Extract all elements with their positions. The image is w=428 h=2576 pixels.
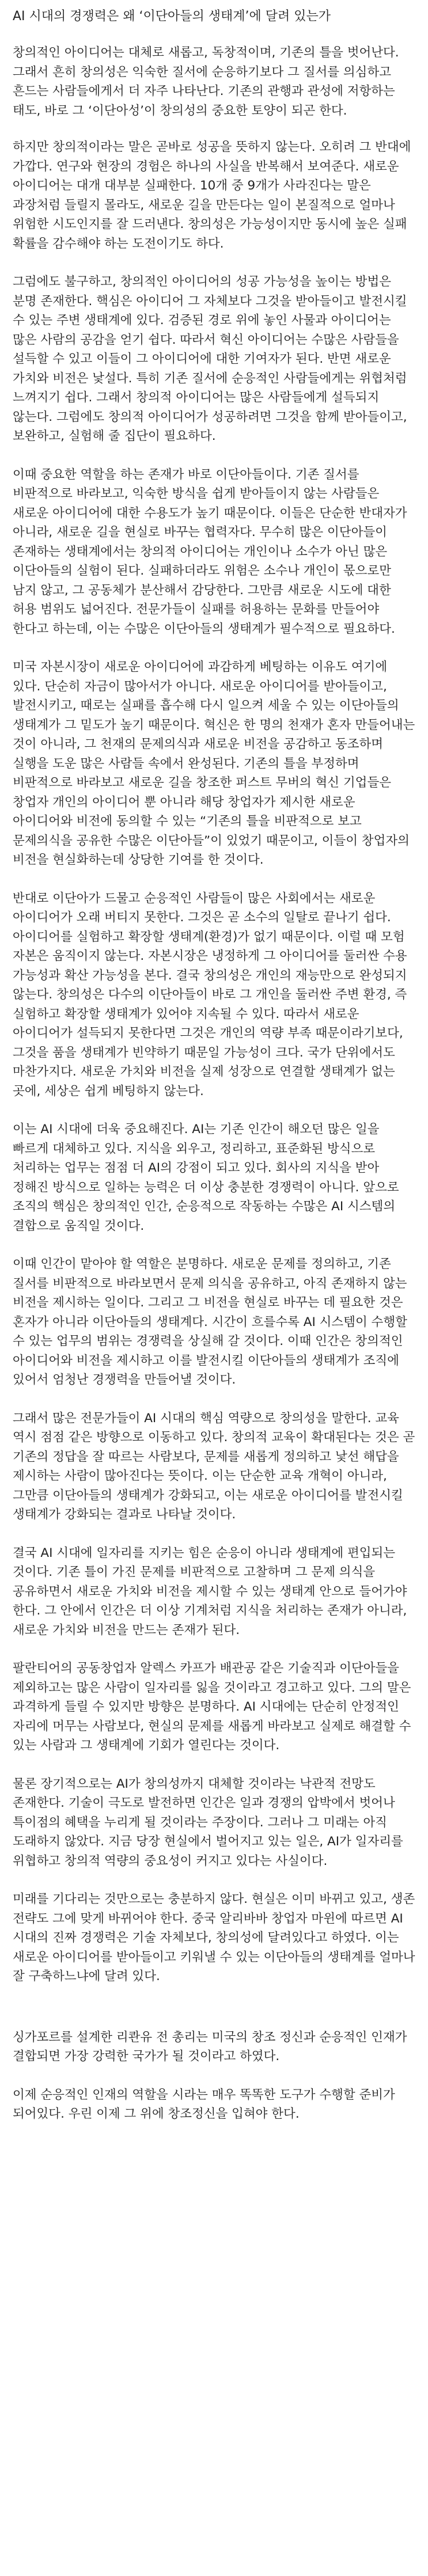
paragraph-1: 창의적인 아이디어는 대체로 새롭고, 독창적이며, 기존의 틀을 벗어난다. 그래서 흔히 창의성은 익숙한 질서에 순응하기보다 그 질서를 의심하고 흔드는 사람들에게서 더 자주 나타난다. 기존의 관행과 관성에 저항하는 태도, 바로 그 ‘이단아성’이 창의성의 중요한 토양이 되곤 한다. [13,45,399,118]
paragraph-5: 미국 자본시장이 새로운 아이디어에 과감하게 베팅하는 이유도 여기에 있다. 단순히 자금이 많아서가 아니다. 새로운 아이디어를 받아들이고, 발전시키고, 때로는 실패를 흡수해 다시 일으켜 세울 수 있는 이단아들의 생태계가 그 밑도가 높기 때문이다. 혁신은 한 명의 천재가 혼자 만들어내는 것이 아니라, 그 천재의 문제의식과 새로운 비전을 공감하고 동조하며 실행을 도운 많은 사람들 속에서 완성된다. 기존의 틀을 부정하며 비판적으로 바라보고 새로운 길을 창조한 퍼스트 무버의 혁신 기업들은 창업자 개인의 아이디어 뿐 아니라 해당 창업자가 제시한 새로운 아이디어와 비전에 동의할 수 있는 “기존의 틀을 비판적으로 보고 문제의식을 공유한 수많은 이단아들”이 있었기 때문이고, 이들이 창업자의 비전을 현실화하는데 상당한 기여를 한 것이다. [13,660,415,867]
paragraph-14: 싱가포르를 설계한 리콴유 전 총리는 미국의 창조 정신과 순응적인 인재가 결합되면 가장 강력한 국가가 될 것이라고 하였다. [13,2030,407,2064]
paragraph-9: 그래서 많은 전문가들이 AI 시대의 핵심 역량으로 창의성을 말한다. 교육 역시 점점 같은 방향으로 이동하고 있다. 창의적 교육이 확대된다는 것은 곧 기존의 정답을 잘 따르는 사람보다, 문제를 새롭게 정의하고 낯선 해답을 제시하는 사람이 많아진다는 뜻이다. 이는 단순한 교육 개혁이 아니라, 그만큼 이단아들의 생태계가 강화되고, 이는 새로운 아이디어를 발전시킬 생태계가 강화되는 결과로 나타날 것이다. [13,1411,415,1522]
paragraph-6: 반대로 이단아가 드물고 순응적인 사람들이 많은 사회에서는 새로운 아이디어가 오래 버티지 못한다. 그것은 곧 소수의 일탈로 끝나기 쉽다. 아이디어를 실험하고 확장할 생태계(환경)가 없기 때문이다. 이럴 때 모험 자본은 움직이지 않는다. 자본시장은 냉정하게 그 아이디어를 둘러싼 수용 가능성과 확산 가능성을 본다. 결국 창의성은 개인의 재능만으로 완성되지 않는다. 창의성은 다수의 이단아들이 바로 그 개인을 둘러싼 주변 환경, 즉 실험하고 확장할 생태계가 있어야 지속될 수 있다. 따라서 새로운 아이디어가 설득되지 못한다면 그것은 개인의 역량 부족 때문이라기보다, 그것을 품을 생태계가 빈약하기 때문일 가능성이 크다. 국가 단위에서도 마찬가지다. 새로운 가치와 비전을 실제 성장으로 연결할 생태계가 없는 곳에, 세상은 쉽게 베팅하지 않는다. [13,891,407,1099]
paragraph-3: 그럼에도 불구하고, 창의적인 아이디어의 성공 가능성을 높이는 방법은 분명 존재한다. 핵심은 아이디어 그 자체보다 그것을 받아들이고 발전시킬 수 있는 주변 생태계에 있다. 검증된 경로 위에 놓인 사물과 아이디어는 많은 사람의 공감을 얻기 쉽다. 따라서 혁신 아이디어는 수많은 사람들을 설득할 수 있고 이들이 그 아이디어에 대한 기여자가 된다. 반면 새로운 가치와 비전은 낯설다. 특히 기존 질서에 순응적인 사람들에게는 위협처럼 느껴지기 쉽다. 그래서 창의적 아이디어는 많은 사람들에게 설득되지 않는다. 그럼에도 창의적 아이디어가 성공하려면 그것을 함께 받아들이고, 보완하고, 실험해 줄 집단이 필요하다. [13,275,407,443]
paragraph-11: 팔란티어의 공동창업자 알렉스 카프가 배관공 같은 기술직과 이단아들을 제외하고는 많은 사람이 일자리를 잃을 것이라고 경고하고 있다. 그의 말은 과격하게 들릴 수 있지만 방향은 분명하다. AI 시대에는 단순히 안정적인 자리에 머무는 사람보다, 현실의 문제를 새롭게 바라보고 실제로 해결할 수 있는 사람과 그 생태계에 기회가 열린다는 것이다. [13,1661,411,1753]
paragraph-2: 하지만 창의적이라는 말은 곧바로 성공을 뜻하지 않는다. 오히려 그 반대에 가깝다. 연구와 현장의 경험은 하나의 사실을 반복해서 보여준다. 새로운 아이디어는 대개 대부분 실패한다. 10개 중 9개가 사라진다는 말은 과장처럼 들릴지 몰라도, 새로운 길을 만든다는 일이 본질적으로 얼마나 위험한 시도인지를 잘 드러낸다. 창의성은 가능성이지만 동시에 높은 실패 확률을 감수해야 하는 도전이기도 하다. [13,140,411,251]
paragraph-12: 물론 장기적으로는 AI가 창의성까지 대체할 것이라는 낙관적 전망도 존재한다. 기술이 극도로 발전하면 인간은 일과 경쟁의 압박에서 벗어나 특이점의 혜택을 누리게 될 것이라는 주장이다. 그러나 그 미래는 아직 도래하지 않았다. 지금 당장 현실에서 벌어지고 있는 일은, AI가 일자리를 위협하고 창의적 역량의 중요성이 커지고 있다는 사실이다. [13,1776,403,1868]
paragraph-10: 결국 AI 시대에 일자리를 지키는 힘은 순응이 아니라 생태계에 편입되는 것이다. 기존 틀이 가진 문제를 비판적으로 고찰하며 그 문제 의식을 공유하면서 새로운 가치와 비전을 제시할 수 있는 생태계 안으로 들어가야 한다. 그 안에서 인간은 더 이상 기계처럼 지식을 처리하는 존재가 아니라, 새로운 가치와 비전을 만드는 존재가 된다. [13,1545,407,1637]
article-title: AI 시대의 경쟁력은 왜 ‘이단아들의 생태계’에 달려 있는가 [13,9,331,24]
paragraph-4: 이때 중요한 역할을 하는 존재가 바로 이단아들이다. 기존 질서를 비판적으로 바라보고, 익숙한 방식을 쉽게 받아들이지 않는 사람들은 새로운 아이디어에 대한 수용도가 높기 때문이다. 이들은 단순한 반대자가 아니라, 새로운 길을 현실로 바꾸는 협력자다. 무수히 많은 이단아들이 존재하는 생태계에서는 창의적 아이디어는 개인이나 소수가 아닌 많은 이단아들의 실험이 된다. 실패하더라도 위험은 소수나 개인이 몫으로만 남지 않고, 그 공동체가 분산해서 감당한다. 그만큼 새로운 시도에 대한 허용 범위도 넓어진다. 전문가들이 실패를 허용하는 문화를 만들어야 한다고 하는데, 이는 수많은 이단아들의 생태계가 필수적으로 필요하다. [13,467,407,636]
paragraph-8: 이때 인간이 맡아야 할 역할은 분명하다. 새로운 문제를 정의하고, 기존 질서를 비판적으로 바라보면서 문제 의식을 공유하고, 아직 존재하지 않는 비전을 제시하는 일이다. 그리고 그 비전을 현실로 바꾸는 데 필요한 것은 혼자가 아니라 이단아들의 생태계다. 시간이 흐를수록 AI 시스템이 수행할 수 있는 업무의 범위는 경쟁력을 상실해 갈 것이다. 이때 인간은 창의적인 아이디어와 비전을 제시하고 이를 발전시킬 이단아들의 생태계가 조직에 있어서 엄청난 경쟁력을 만들어낼 것이다. [13,1257,407,1387]
paragraph-15: 이제 순응적인 인재의 역할을 시라는 매우 똑똑한 도구가 수행할 준비가 되어있다. 우린 이제 그 위에 창조정신을 입혀야 한다. [13,2087,395,2121]
paragraph-7: 이는 AI 시대에 더욱 중요해진다. AI는 기존 인간이 해오던 많은 일을 빠르게 대체하고 있다. 지식을 외우고, 정리하고, 표준화된 방식으로 처리하는 업무는 점점 더 AI의 강점이 되고 있다. 회사의 지식을 받아 정해진 방식으로 일하는 능력은 더 이상 충분한 경쟁력이 아니다. 앞으로 조직의 핵심은 창의적인 인간, 순응적으로 작동하는 수많은 AI 시스템의 결합으로 움직일 것이다. [13,1122,399,1233]
paragraph-13: 미래를 기다리는 것만으로는 충분하지 않다. 현실은 이미 바뀌고 있고, 생존 전략도 그에 맞게 바뀌어야 한다. 중국 알리바바 창업자 마윈에 따르면 AI 시대의 진짜 경쟁력은 기술 자체보다, 창의성에 달려있다고 하였다. 이는 새로운 아이디어를 받아들이고 키워낼 수 있는 이단아들의 생태계를 얼마나 잘 구축하느냐에 달려 있다. [13,1892,415,1984]
